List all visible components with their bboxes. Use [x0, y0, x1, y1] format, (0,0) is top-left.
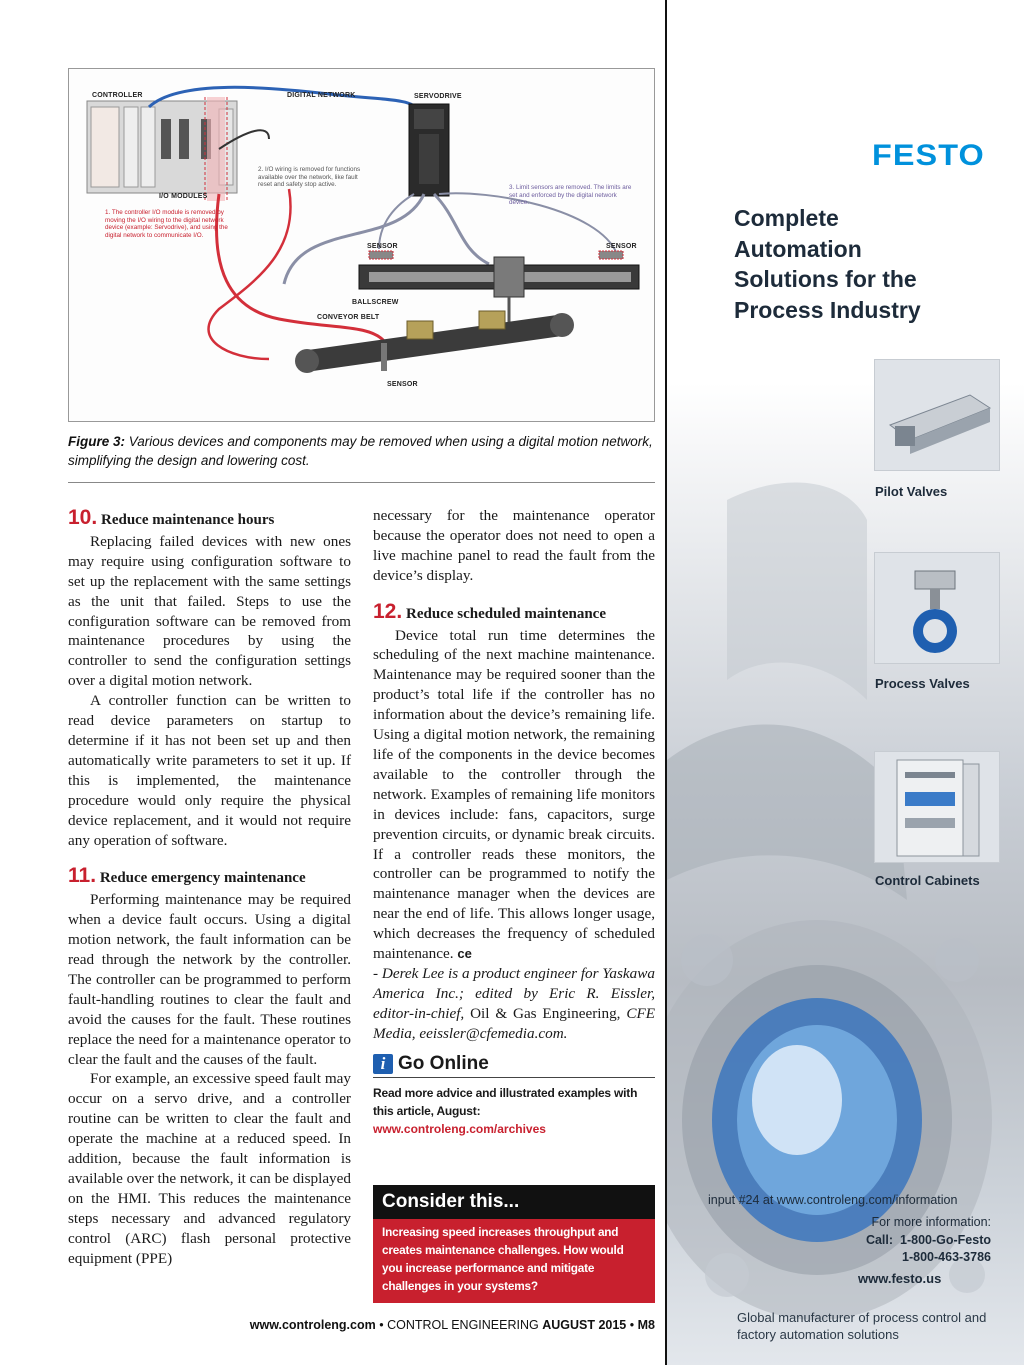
section-11-number: 11. [68, 864, 97, 888]
go-online-box [373, 1054, 655, 1138]
section-11-paragraph-1: Performing maintenance may be required when a device fault occurs. Using a digital motion network, the fault information can be read through the network by the controller. The controller can be programmed to perform fault-handling routines to clear the fault and avoid the causes for the fault. These routines replace the need for a maintenance operator to clear the fault and the causes of the fault. [68, 891, 351, 1068]
process-valves-image [874, 552, 1000, 664]
ce-end-mark: ce [457, 946, 472, 962]
footer-site: www.controleng.com [249, 1318, 376, 1332]
page-footer [68, 1318, 655, 1332]
ad-contact-info [866, 1214, 991, 1267]
column-2-continuation: necessary for the maintenance operator because the operator does not need to open a live machine panel to read the fault from the device’s display. [373, 507, 655, 584]
section-12-number: 12. [373, 599, 403, 623]
footer-issue: AUGUST 2015 [542, 1318, 627, 1332]
section-11-heading [68, 866, 351, 889]
article-column-1 [68, 506, 351, 1269]
byline-part-3: CFE Media, eeissler@cfemedia.com. [373, 1004, 655, 1042]
byline-part-1: - Derek Lee is a product engineer for Yaskawa America Inc.; edited by Eric R. Eissler, editor-in-chief, [373, 964, 655, 1022]
author-byline [373, 964, 655, 1044]
pilot-valves-image [874, 359, 1000, 471]
info-icon: i [373, 1054, 393, 1074]
ad-headline: Complete Automation Solutions for the Process Industry [734, 205, 921, 323]
section-10-title: Reduce maintenance hours [101, 512, 275, 528]
archives-link[interactable]: www.controleng.com/archives [373, 1121, 546, 1136]
note-3: 3. Limit sensors are removed. The limits are set and enforced by the digital network device. [509, 184, 632, 207]
festo-website-link[interactable]: www.festo.us [858, 1271, 942, 1286]
product-label-process-valves: Process Valves [875, 676, 970, 691]
footer-page-number: M8 [637, 1318, 655, 1332]
consider-this-box [373, 1185, 655, 1303]
byline-part-2: Oil & Gas Engineering, [464, 1004, 621, 1022]
ad-tagline: Global manufacturer of process control and factory automation solutions [737, 1310, 987, 1342]
article-column-2 [373, 506, 655, 1138]
caption-text: Various devices and components may be removed when using a digital motion network, simplifying the design and lowering cost. [68, 434, 653, 468]
section-12-heading [373, 599, 655, 625]
label-io-modules: I/O MODULES [159, 193, 208, 200]
phone-2: 1-800-463-3786 [902, 1250, 991, 1264]
note-2: 2. I/O wiring is removed for functions available over the network, like fault reset and safety stop active. [258, 166, 361, 189]
section-10-heading [68, 508, 351, 531]
consider-this-title: Consider this... [373, 1185, 655, 1219]
section-10-paragraph-1: Replacing failed devices with new ones may require using configuration software to set up the replacement with the same settings as the unit that failed. Steps to use the configuration software can be removed from maintenance procedures by using the controller to send the configuration settings over a digital motion network. [68, 532, 351, 690]
section-12-title: Reduce scheduled maintenance [406, 605, 606, 622]
caption-label: Figure 3: [68, 434, 126, 449]
go-online-text: Read more advice and illustrated examples with this article, August: [373, 1085, 638, 1118]
sensor-left-device [369, 251, 393, 259]
control-cabinets-image [874, 751, 1000, 863]
section-10-number: 10. [68, 506, 98, 529]
section-11-paragraph-2: For example, an excessive speed fault may occur on a servo drive, and a controller routine can be written to clear the fault and operate the machine at a reduced speed. In addition, because the fault information is available over the network, it can be displayed on the HMI. This reduces the maintenance steps necessary and advanced regulatory control (ARC) flash personal protective equipment (PPE) [68, 1070, 351, 1267]
label-conveyor-belt: CONVEYOR BELT [317, 314, 380, 321]
section-12-text: Device total run time determines the scheduling of the next machine maintenance. Maintenance may be required sooner than the product’s total life if the controller has no information about the device’s remaining life. Using a digital motion network, the remaining life of the components in the device becomes available to the controller through the network. Examples of remaining life monitors in devices include: fans, capacitors, surge prevention circuits, or dynamic break circuits. If a controller reads these monitors, the controller can be programmed to notify the maintenance manager when the devices are near the end of life. This allows longer usage, which decreases the frequency of scheduled maintenance. [373, 626, 655, 963]
label-sensor-left: SENSOR [367, 243, 398, 250]
footer-bullet-2: • [629, 1318, 635, 1332]
figure-diagram [68, 68, 655, 422]
automation-diagram-graphic [69, 69, 655, 422]
label-sensor-right: SENSOR [606, 243, 637, 250]
phone-line-1 [866, 1232, 991, 1250]
festo-logo: FESTO [872, 139, 985, 172]
io-module-highlight [207, 97, 225, 201]
label-ballscrew: BALLSCREW [352, 299, 399, 306]
more-info-label: For more information: [871, 1215, 991, 1229]
section-10-paragraph-2: A controller function can be written to read device parameters on startup to determine if it has not been set up and then automatically write parameters to set it up. If this is implemented, the maintenance procedure would only require the physical device replacement, and it would not require any operation of software. [68, 692, 351, 849]
ad-reader-input: input #24 at www.controleng.com/information [708, 1193, 958, 1207]
footer-bullet-1: • [379, 1318, 384, 1332]
section-11-title: Reduce emergency maintenance [99, 870, 306, 887]
conveyor-belt-device [301, 315, 569, 371]
call-label: Call: [865, 1232, 894, 1247]
label-controller: CONTROLLER [92, 92, 143, 99]
caption-divider [68, 482, 655, 483]
figure-caption [68, 432, 655, 470]
label-sensor-bottom: SENSOR [387, 381, 418, 388]
phone-1: 1-800-Go-Festo [900, 1232, 991, 1247]
go-online-header [373, 1054, 655, 1078]
section-12-paragraph-1 [373, 626, 655, 964]
consider-this-text: Increasing speed increases throughput and creates maintenance challenges. How would you increase performance and mitigate challenges in your systems? [382, 1225, 624, 1293]
label-digital-network: DIGITAL NETWORK [287, 92, 356, 99]
festo-advertisement [667, 0, 1024, 1365]
label-servodrive: SERVODRIVE [414, 93, 462, 100]
go-online-title: Go Online [398, 1052, 489, 1074]
sensor-right-device [599, 251, 623, 259]
note-1: 1. The controller I/O module is removed by moving the I/O wiring to the digital network device (example: Servodrive), and using the digital network to communicate I/O. [105, 209, 228, 239]
footer-publication: CONTROL ENGINEERING [387, 1318, 539, 1332]
product-label-pilot-valves: Pilot Valves [875, 484, 948, 499]
product-label-control-cabinets: Control Cabinets [875, 873, 980, 888]
